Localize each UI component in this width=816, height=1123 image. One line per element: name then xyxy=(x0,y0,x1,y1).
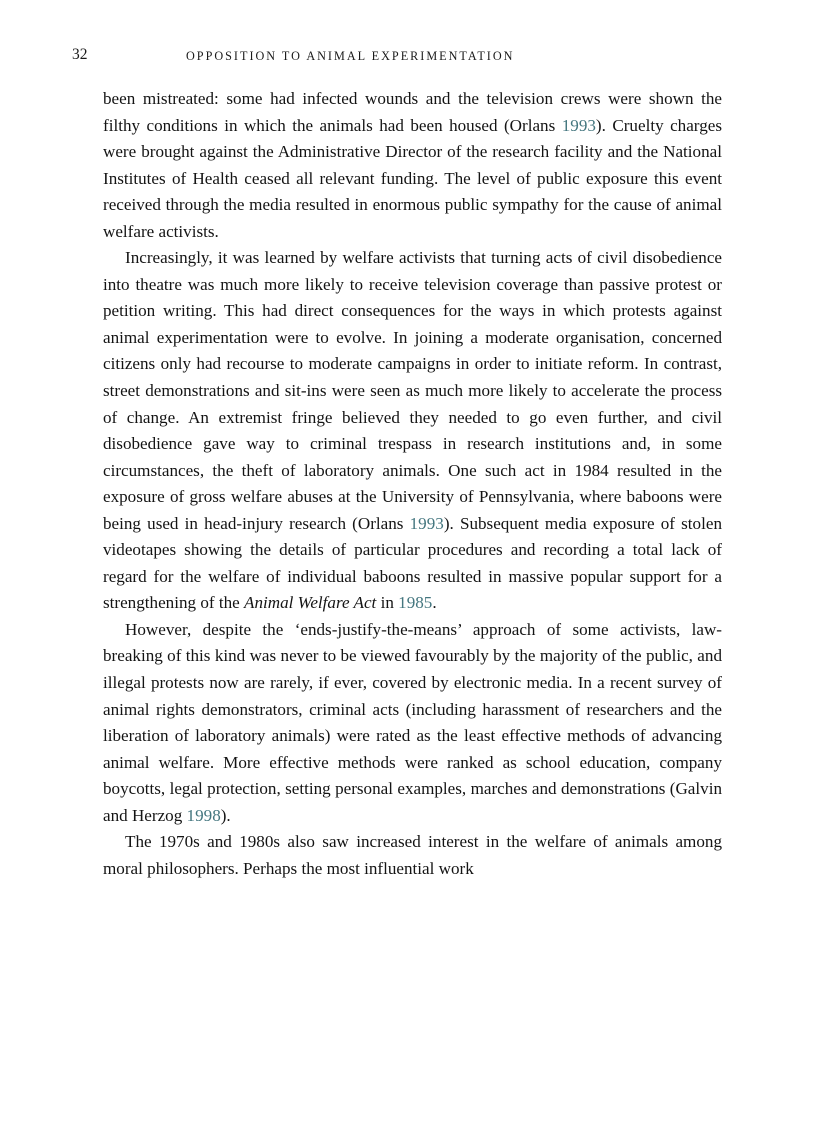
work-title-animal-welfare-act: Animal Welfare Act xyxy=(244,593,377,613)
citation-year-link[interactable]: 1985 xyxy=(398,593,433,613)
paragraph-2 xyxy=(103,245,722,617)
body-text-column xyxy=(103,86,722,882)
paragraph-4-text-part-2: and xyxy=(199,832,240,852)
paragraph-3 xyxy=(103,617,722,829)
page-running-header xyxy=(72,45,744,67)
year-1980s: 1980s xyxy=(239,832,281,852)
page-number: 32 xyxy=(72,46,88,63)
year-1970s: 1970s xyxy=(158,832,200,852)
year-1984: 1984 xyxy=(574,460,609,480)
paragraph-2-text-part-5: . xyxy=(432,593,437,613)
citation-year-link[interactable]: 1993 xyxy=(561,115,596,135)
paragraph-2-text-part-1: Increasingly, it was learned by welfare activists that turning acts of civil disobedience into theatre was much more likely to receive television coverage than passive protest or petition writing. This had direct consequences for the ways in which protests against animal experimentation were to evolve. In joining a moderate organisation, concerned citizens only had recourse to moderate campaigns in order to initiate reform. In contrast, street demonstrations and sit-ins were seen as much more likely to accelerate the process of change. An extremist fringe believed they needed to go even further, and civil disobedience gave way to criminal trespass in research institutions and, in some circumstances, the theft of laboratory animals. One such act in xyxy=(103,248,722,480)
paragraph-1 xyxy=(103,86,722,245)
paragraph-4 xyxy=(103,829,722,882)
paragraph-1-text-part-1: been mistreated: some had infected wounds and the television crews were shown the filthy conditions in which the animals had been housed (Orlans xyxy=(103,89,722,135)
paragraph-3-text-part-2: ). xyxy=(220,805,231,825)
paragraph-3-text-part-1: However, despite the ‘ends-justify-the-means’ approach of some activists, law-breaking of this kind was never to be viewed favourably by the majority of the public, and illegal protests now are rarely, if ever, covered by electronic media. In a recent survey of animal rights demonstrators, criminal acts (including harassment of researchers and the liberation of laboratory animals) were rated as the least effective methods of advancing animal welfare. More effective methods were ranked as school education, company boycotts, legal protection, setting personal examples, marches and demonstrations (Galvin and Herzog xyxy=(103,619,722,825)
running-head-title: OPPOSITION TO ANIMAL EXPERIMENTATION xyxy=(186,49,515,63)
paragraph-4-text-part-1: The xyxy=(125,832,159,852)
paragraph-2-text-part-2: resulted in the exposure of gross welfare abuses at the University of Pennsylvania, where baboons were being used in head-injury research (Orlans xyxy=(103,460,722,533)
paragraph-2-text-part-4: in xyxy=(376,593,399,613)
citation-year-link[interactable]: 1998 xyxy=(186,805,221,825)
paragraph-4-text-part-3: also saw increased interest in the welfare of animals among moral philosophers. Perhaps the most influential work xyxy=(103,832,722,878)
paragraph-1-text-part-2: ). Cruelty charges were brought against the Administrative Director of the research facility and the National Institutes of Health ceased all relevant funding. The level of public exposure this event received through the media resulted in enormous public sympathy for the cause of animal welfare activists. xyxy=(103,115,722,241)
citation-year-link[interactable]: 1993 xyxy=(409,513,444,533)
paragraph-2-text-part-3: ). Subsequent media exposure of stolen videotapes showing the details of particular procedures and recording a total lack of regard for the welfare of individual baboons resulted in massive popular support for a strengthening of the xyxy=(103,513,722,613)
